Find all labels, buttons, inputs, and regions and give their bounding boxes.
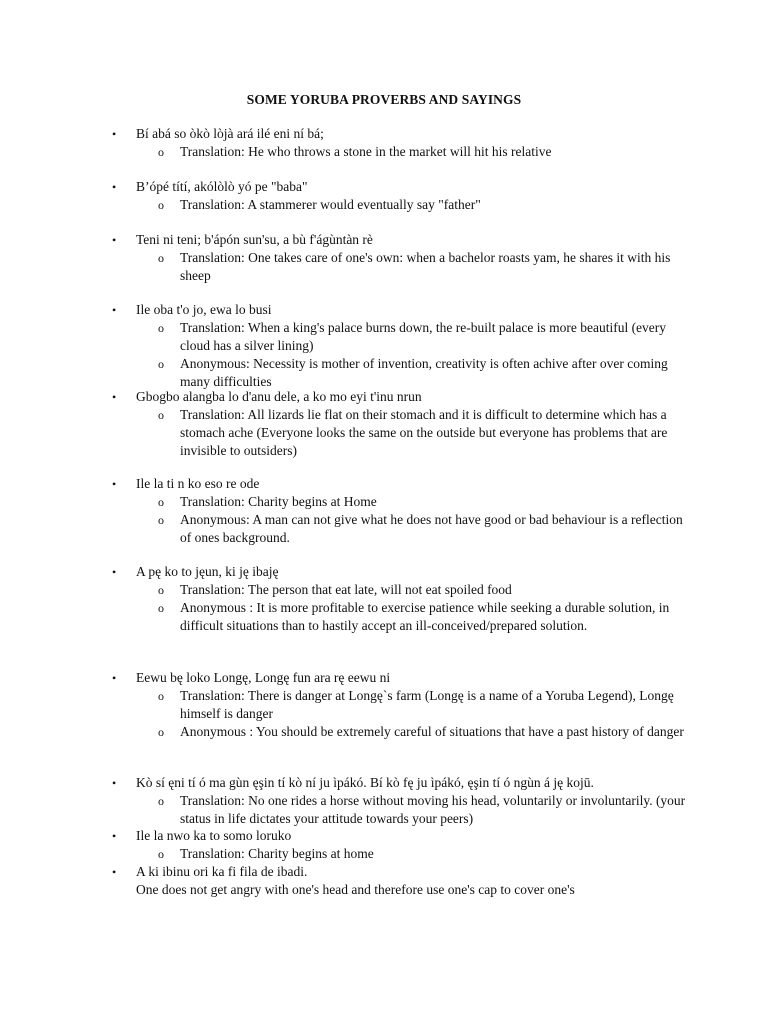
sub-item <box>158 792 692 828</box>
anonymous-text: Anonymous: A man can not give what he does not have good or bad behaviour is a reflection of ones background. <box>180 512 683 545</box>
circle-bullet-icon: o <box>158 198 164 212</box>
circle-bullet-icon: o <box>158 689 164 703</box>
circle-bullet-icon: o <box>158 583 164 597</box>
bullet-icon: • <box>112 303 117 317</box>
sub-item <box>158 599 692 635</box>
circle-bullet-icon: o <box>158 847 164 861</box>
circle-bullet-icon: o <box>158 251 164 265</box>
bullet-icon: • <box>112 776 117 790</box>
bullet-icon: • <box>112 233 117 247</box>
anonymous-text: Anonymous: Necessity is mother of invention, creativity is often achive after over coming many difficulties <box>180 356 668 389</box>
proverb-text: A ki ibinu ori ka fi fila de ibadi. <box>136 864 308 879</box>
sub-item <box>158 581 692 599</box>
sub-item <box>158 143 692 161</box>
circle-bullet-icon: o <box>158 725 164 739</box>
circle-bullet-icon: o <box>158 495 164 509</box>
sub-item <box>158 511 692 547</box>
sub-item <box>158 196 692 214</box>
proverb-text: Ile la ti n ko eso re ode <box>136 476 260 491</box>
circle-bullet-icon: o <box>158 794 164 808</box>
anonymous-text: Anonymous : You should be extremely careful of situations that have a past history of danger <box>180 724 684 739</box>
circle-bullet-icon: o <box>158 513 164 527</box>
bullet-icon: • <box>112 565 117 579</box>
proverb-text: Bí abá so òkò lòjà ará ilé eni ní bá; <box>136 126 324 141</box>
circle-bullet-icon: o <box>158 321 164 335</box>
sub-item <box>158 355 692 391</box>
proverb-text: Ile la nwo ka to somo loruko <box>136 828 292 843</box>
translation-text: Translation: He who throws a stone in the market will hit his relative <box>180 144 552 159</box>
translation-text: Translation: No one rides a horse without moving his head, voluntarily or involuntarily. (your status in life dictates your attitude towards your peers) <box>180 793 686 826</box>
proverb-text: Kò sí ęni tí ó ma gùn ęşin tí kò ní ju ìpákó. Bí kò fę ju ìpákó, ęşin tí ó ngùn á ję kojū. <box>136 775 594 790</box>
page-title: SOME YORUBA PROVERBS AND SAYINGS <box>246 92 522 107</box>
circle-bullet-icon: o <box>158 357 164 371</box>
proverb-text: Ile oba t'o jo, ewa lo busi <box>136 302 272 317</box>
translation-text: Translation: A stammerer would eventually say "father" <box>180 197 481 212</box>
proverb-text: Teni ni teni; b'ápón sun'su, a bù f'ágùntàn rè <box>136 232 373 247</box>
translation-text: Translation: When a king's palace burns down, the re-built palace is more beautiful (every cloud has a silver lining) <box>180 320 667 353</box>
bullet-icon: • <box>112 829 117 843</box>
circle-bullet-icon: o <box>158 145 164 159</box>
sub-item <box>158 406 692 460</box>
bullet-icon: • <box>112 180 117 194</box>
bullet-icon: • <box>112 671 117 685</box>
bullet-icon: • <box>112 390 117 404</box>
translation-text: Translation: All lizards lie flat on their stomach and it is difficult to determine which has a stomach ache (Everyone looks the same on the outside but everyone has problems that are invisible to outsiders) <box>180 407 668 458</box>
translation-text: Translation: Charity begins at home <box>180 846 374 861</box>
sub-item <box>158 723 692 741</box>
proverb-text: A pę ko to jęun, ki ję ibaję <box>136 564 279 579</box>
proverb-text: Gbogbo alangba lo d'anu dele, a ko mo eyi t'inu nrun <box>136 389 422 404</box>
proverb-text: Eewu bę loko Longę, Longę fun ara rę eewu ni <box>136 670 391 685</box>
sub-item <box>158 845 692 863</box>
translation-text: Translation: There is danger at Longę`s farm (Longę is a name of a Yoruba Legend), Longę himself is danger <box>180 688 674 721</box>
bullet-icon: • <box>112 127 117 141</box>
circle-bullet-icon: o <box>158 408 164 422</box>
bullet-icon: • <box>112 865 117 879</box>
translation-text: Translation: One takes care of one's own: when a bachelor roasts yam, he shares it with his sheep <box>180 250 671 283</box>
translation-text: Translation: Charity begins at Home <box>180 494 377 509</box>
translation-text: Translation: The person that eat late, will not eat spoiled food <box>180 582 512 597</box>
anonymous-text: Anonymous : It is more profitable to exercise patience while seeking a durable solution, in difficult situations than to hastily accept an ill-conceived/prepared solution. <box>180 600 670 633</box>
sub-item <box>158 493 692 511</box>
sub-item <box>158 319 692 355</box>
bullet-icon: • <box>112 477 117 491</box>
sub-item <box>158 249 692 285</box>
proverb-text: B’ópé títí, akólòlò yó pe "baba" <box>136 179 308 194</box>
proverb-continuation: One does not get angry with one's head and therefore use one's cap to cover one's <box>136 882 575 897</box>
sub-item <box>158 687 692 723</box>
circle-bullet-icon: o <box>158 601 164 615</box>
